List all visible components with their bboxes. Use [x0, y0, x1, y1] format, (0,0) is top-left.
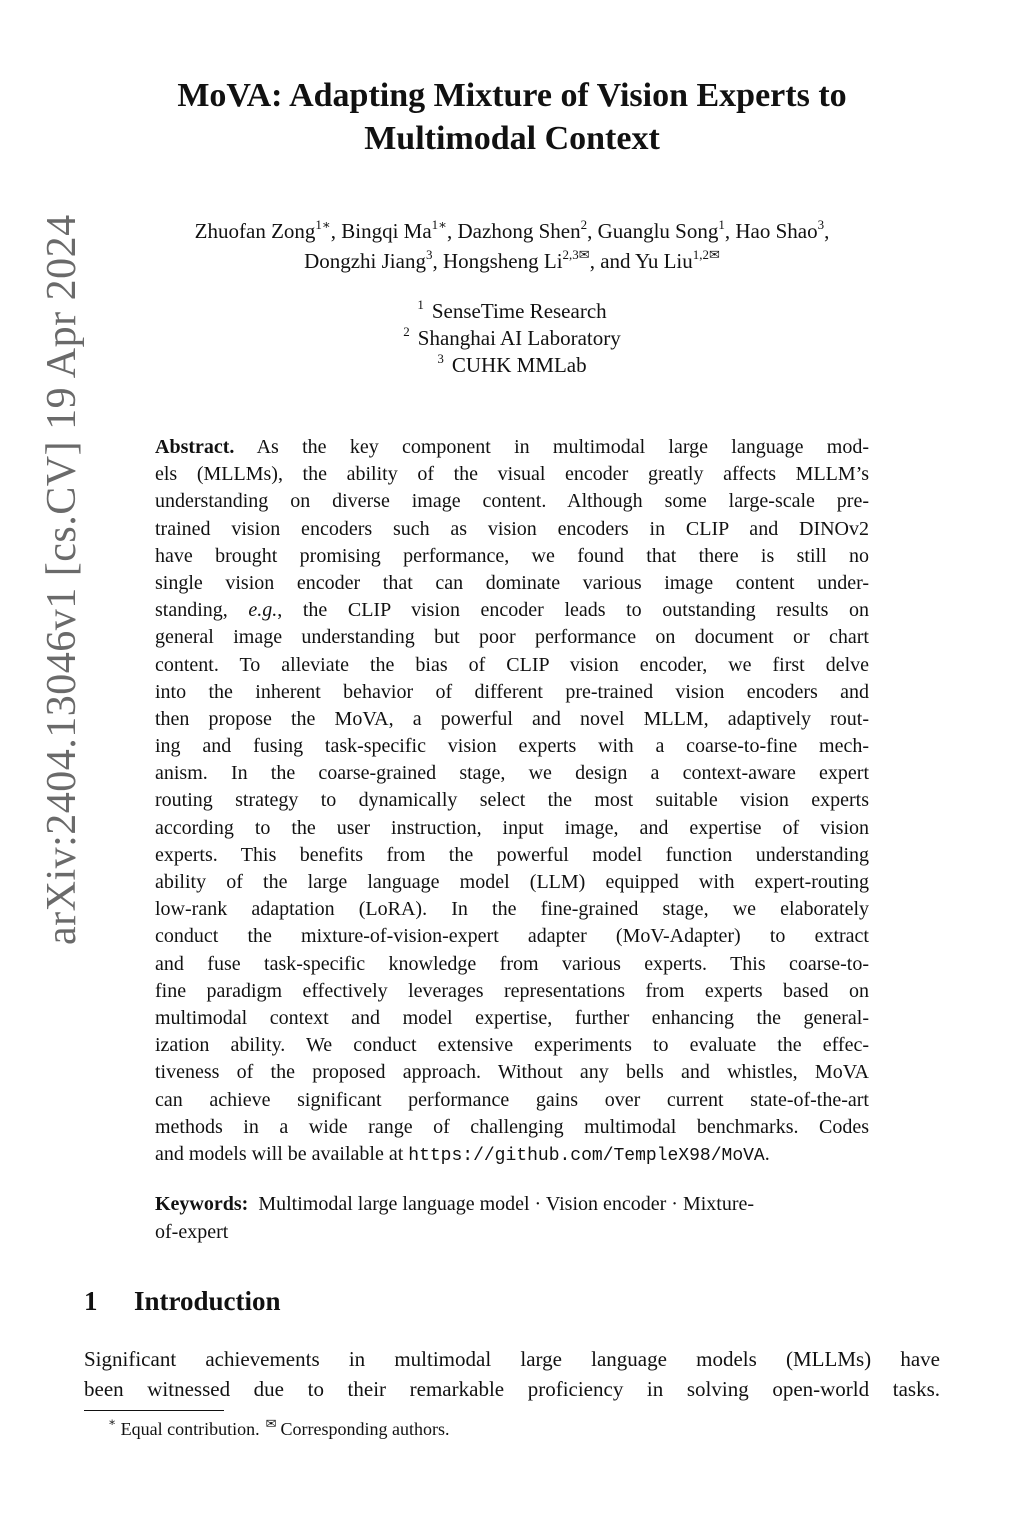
- paper-title: [70, 74, 954, 160]
- affiliation-number: 2: [403, 324, 410, 339]
- section-heading: [84, 1286, 281, 1317]
- abstract: [155, 434, 869, 1168]
- abstract-line: [155, 597, 869, 624]
- abstract-line: low-rank adaptation (LoRA). In the fine-grained stage, we elaborately: [155, 898, 869, 921]
- abstract-line: can achieve significant performance gains over current state-of-the-art: [155, 1088, 869, 1111]
- author-affil-mark: 3: [817, 217, 825, 232]
- keywords-line-1: [155, 1190, 869, 1218]
- footnote-equal: Equal contribution.: [120, 1419, 260, 1439]
- footnote-star: ∗: [108, 1415, 117, 1429]
- abstract-text: As the key component in multimodal large language mod-: [256, 436, 869, 458]
- abstract-line: routing strategy to dynamically select the most suitable vision experts: [155, 789, 869, 812]
- abstract-line: [155, 1141, 869, 1168]
- author-connector: and: [600, 249, 631, 273]
- author-list: [84, 216, 940, 276]
- affiliation: [0, 352, 1024, 379]
- abstract-line: ization ability. We conduct extensive experiments to evaluate the effec-: [155, 1034, 869, 1057]
- affiliation-list: [0, 298, 1024, 379]
- abstract-line: experts. This benefits from the powerful model function understanding: [155, 843, 869, 866]
- intro-line: Significant achievements in multimodal large language models (MLLMs) have: [84, 1347, 940, 1371]
- abstract-line: have brought promising performance, we found that there is still no: [155, 544, 869, 567]
- abstract-text: .: [764, 1142, 770, 1165]
- abstract-line: anism. In the coarse-grained stage, we design a context-aware expert: [155, 762, 869, 785]
- intro-line: been witnessed due to their remarkable proficiency in solving open-world tasks.: [84, 1377, 940, 1401]
- code-url-link[interactable]: https://github.com/TempleX98/MoVA: [408, 1145, 765, 1166]
- author-name: Yu Liu: [635, 249, 693, 273]
- affiliation-name: Shanghai AI Laboratory: [417, 326, 621, 350]
- author-affil-mark: 2: [580, 217, 588, 232]
- author-line-2: Dongzhi Jiang$^3$, Hongsheng $Li^{2,3✉}$, and Yu Liu$^{1,2✉}$: [304, 247, 720, 273]
- abstract-line: into the inherent behavior of different pre-trained vision encoders and: [155, 680, 869, 703]
- abstract-line: [155, 434, 869, 461]
- author-affil-mark: 2,3✉: [562, 247, 590, 262]
- abstract-line: single vision encoder that can dominate various image content under-: [155, 571, 869, 594]
- footnote: [108, 1416, 450, 1440]
- abstract-text: , the CLIP vision encoder leads to outstanding results on: [277, 599, 869, 622]
- title-line-2: Multimodal Context: [364, 120, 660, 157]
- keywords-label: Keywords:: [155, 1193, 249, 1215]
- author-affil-mark: 1,2✉: [692, 247, 720, 262]
- abstract-line: according to the user instruction, input image, and expertise of vision: [155, 816, 869, 839]
- author-name: Bingqi Ma: [341, 219, 432, 243]
- abstract-text: and models will be available at: [155, 1142, 404, 1165]
- title-line-1: MoVA: Adapting Mixture of Vision Experts to: [177, 77, 847, 114]
- section-number: 1: [84, 1286, 98, 1316]
- abstract-line: ing and fusing task-specific vision experts with a coarse-to-fine mech-: [155, 735, 869, 758]
- keywords: [155, 1190, 869, 1246]
- abstract-line: ability of the large language model (LLM) equipped with expert-routing: [155, 871, 869, 893]
- abstract-line: els (MLLMs), the ability of the visual encoder greatly affects MLLM’s: [155, 463, 869, 486]
- author-name: Zhuofan Zong: [194, 219, 316, 243]
- author-affil-mark: 3: [425, 247, 433, 262]
- affiliation-name: SenseTime Research: [431, 299, 607, 323]
- section-title: Introduction: [134, 1286, 281, 1316]
- abstract-line: multimodal context and model expertise, further enhancing the general-: [155, 1006, 869, 1029]
- abstract-text-italic: e.g.: [248, 599, 278, 622]
- affiliation-number: 3: [437, 351, 444, 366]
- abstract-line: general image understanding but poor performance on document or chart: [155, 626, 869, 649]
- author-name: Hao Shao: [735, 219, 818, 243]
- abstract-line: fine paradigm effectively leverages representations from experts based on: [155, 979, 869, 1002]
- affiliation-name: CUHK MMLab: [451, 353, 587, 377]
- footnote-rule: [84, 1410, 224, 1411]
- author-name: Hongsheng Li: [442, 249, 563, 273]
- abstract-line: content. To alleviate the bias of CLIP vision encoder, we first delve: [155, 653, 869, 676]
- intro-paragraph: [84, 1344, 940, 1404]
- author-name: Guanglu Song: [597, 219, 719, 243]
- abstract-line: conduct the mixture-of-vision-expert adapter (MoV-Adapter) to extract: [155, 925, 869, 948]
- affiliation: [0, 298, 1024, 325]
- abstract-text: standing,: [155, 599, 228, 622]
- affiliation-number: 1: [417, 297, 424, 312]
- author-name: Dongzhi Jiang: [304, 249, 426, 273]
- arxiv-stamp: arXiv:2404.13046v1 [cs.CV] 19 Apr 2024: [39, 214, 85, 945]
- author-line-1: Zhuofan Zong$^{1∗}$, Bingqi $Ma^{1∗}$, Dazhong Shen$^2$, Guanglu Song$^1$, Hao Shao$^3$,: [194, 217, 830, 243]
- keywords-line-2: of-expert: [155, 1221, 229, 1243]
- affiliation: [0, 325, 1024, 352]
- author-affil-mark: 1∗: [431, 217, 448, 232]
- abstract-line: then propose the MoVA, a powerful and novel MLLM, adaptively rout-: [155, 707, 869, 730]
- abstract-label: Abstract.: [155, 436, 235, 458]
- author-name: Dazhong Shen: [457, 219, 581, 243]
- keywords-text: Multimodal large language model · Vision encoder · Mixture-: [258, 1193, 755, 1215]
- abstract-line: methods in a wide range of challenging multimodal benchmarks. Codes: [155, 1115, 869, 1138]
- abstract-line: and fuse task-specific knowledge from various experts. This coarse-to-: [155, 952, 869, 975]
- footnote-corresponding: Corresponding authors.: [280, 1419, 450, 1439]
- abstract-line: tiveness of the proposed approach. Without any bells and whistles, MoVA: [155, 1061, 869, 1084]
- abstract-line: understanding on diverse image content. Although some large-scale pre-: [155, 490, 869, 513]
- envelope-icon: ✉: [265, 1416, 277, 1431]
- author-affil-mark: 1: [718, 217, 725, 232]
- author-affil-mark: 1∗: [315, 217, 331, 232]
- abstract-line: trained vision encoders such as vision encoders in CLIP and DINOv2: [155, 517, 869, 540]
